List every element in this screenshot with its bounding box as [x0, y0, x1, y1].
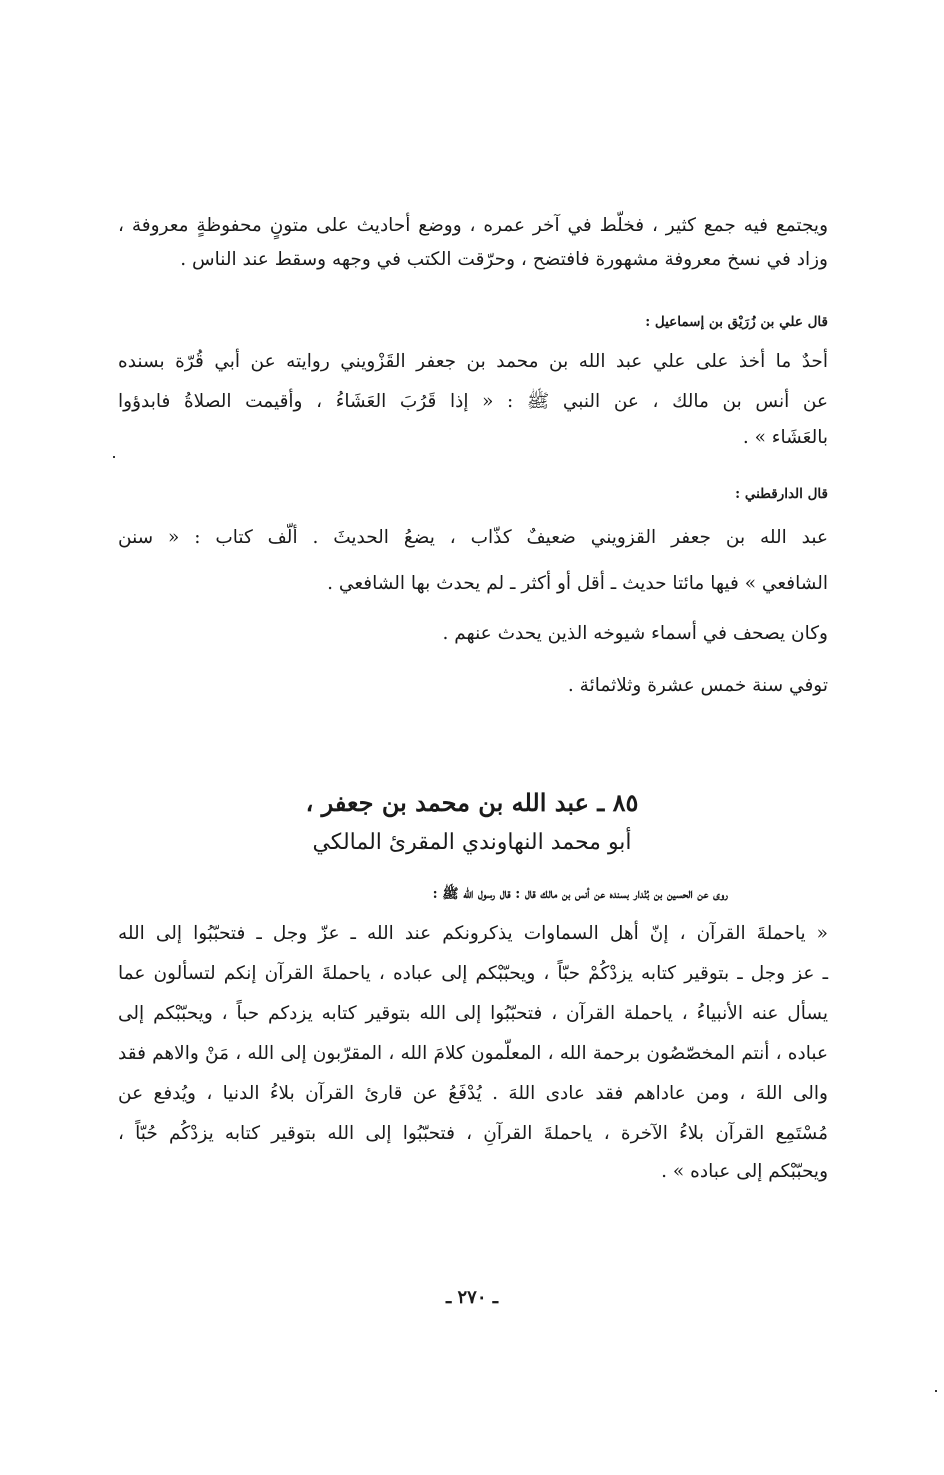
quote-ali-section — [118, 308, 828, 468]
text-line: الشافعي » فيها مائتا حديث ـ أقل أو أكثر ـ لم يحدث بها الشافعي . — [327, 573, 828, 594]
entry-title: ٨٥ ـ عبد الله بن محمد بن جعفر ، — [305, 788, 639, 817]
text-line: بالعَشَاء » . — [742, 427, 828, 448]
text-line: عن أنس بن مالك ، عن النبي ﷺ : « إذا قَرُبَ العَشَاءُ ، وأقيمت الصلاةُ فابدؤوا — [118, 391, 828, 412]
paragraph-top — [118, 212, 828, 276]
scan-speck — [113, 456, 115, 458]
text-line: أحدٌ ما أخذ على علي عبد الله بن محمد بن جعفر القَزْويني روايته عن أبي قُرّة بسنده — [118, 351, 828, 372]
text-line: مُسْتَمِع القرآن بلاءُ الآخرة ، ياحملةَ القرآنِ ، فتحبّبُوا إلى الله بتوقير كتابه يزدْكُم حُبّاً ، — [118, 1123, 828, 1144]
text-line: والى اللهَ ، ومن عاداهم فقد عادى اللهَ . يُدْفَعُ عن قارئ القرآن بلاءُ الدنيا ، ويُدفع عن — [118, 1083, 828, 1104]
quote-daraqutni-section — [118, 480, 828, 710]
text-line: وكان يصحف في أسماء شيوخه الذين يحدث عنهم . — [442, 623, 828, 644]
text-line: « ياحملةَ القرآن ، إنّ أهل السماوات يذكرونكم عند الله ـ عزّ وجل ـ فتحبّبُوا إلى الله — [118, 923, 828, 944]
narration-label: روى عن الحسين بن بُنْدار بسنده عن أنس بن مالك قال : قال رسول الله ﷺ : — [432, 886, 728, 902]
text-line: وزاد في نسخ معروفة مشهورة فافتضح ، وحرّقت الكتب في وجهه وسقط عند الناس . — [180, 249, 828, 270]
quote-label: قال علي بن زُرَيْق بن إسماعيل : — [645, 314, 828, 330]
text-line: عباده ، أنتم المخصّصُون برحمة الله ، المعلّمون كلامَ الله ، المقرّبون إلى الله ، مَنْ والاهم فقد — [118, 1043, 828, 1064]
entry-subtitle: أبو محمد النهاوندي المقرئ المالكي — [312, 830, 632, 855]
text-line: توفي سنة خمس عشرة وثلاثمائة . — [567, 675, 828, 696]
text-line: ويحبّبْكم إلى عباده » . — [661, 1161, 828, 1182]
text-line: ويجتمع فيه جمع كثير ، فخلّط في آخر عمره ، ووضع أحاديث على متونٍ محفوظةٍ معروفة ، — [118, 215, 828, 236]
narration-section — [118, 880, 828, 1200]
quote-label: قال الدارقطني : — [735, 486, 828, 502]
scan-speck — [935, 1390, 937, 1392]
text-line: يسأل عنه الأنبياءُ ، ياحملة القرآن ، فتحبّبُوا إلى الله بتوقير كتابه يزدكم حباً ، ويحبّبْكم إلى — [118, 1003, 828, 1024]
text-line: عبد الله بن جعفر القزويني ضعيفٌ كذّاب ، يضعُ الحديثَ . ألّف كتاب : « سنن — [118, 527, 828, 548]
page-number: ـ ٢٧٠ ـ — [445, 1287, 499, 1308]
text-line: ـ عز وجل ـ بتوقير كتابه يزدْكُمْ حبّاً ، ويحبّبْكم إلى عباده ، ياحملةَ القرآن إنكم لتسألون عما — [118, 963, 828, 984]
